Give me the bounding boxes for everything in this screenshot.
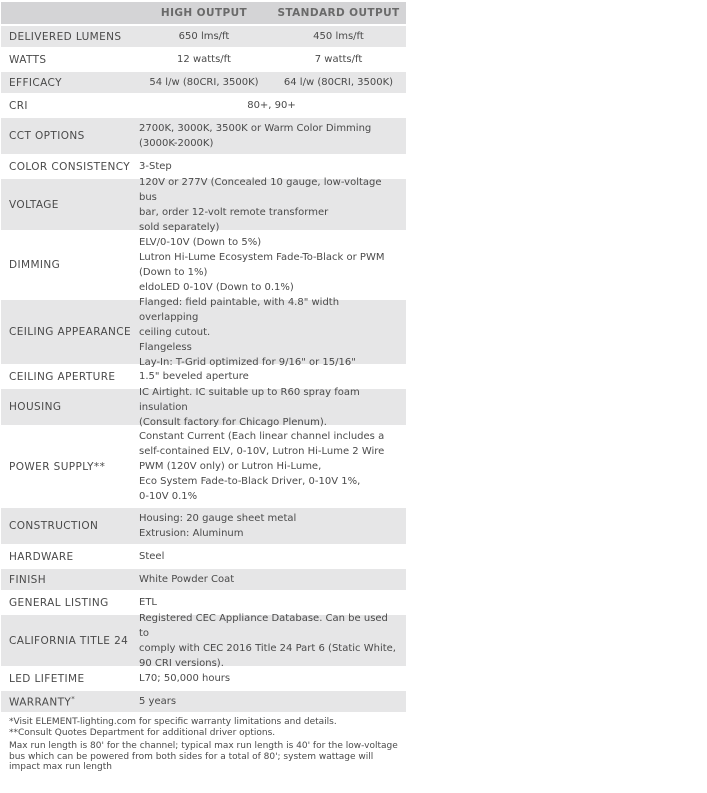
high-output-value: 12 watts/ft xyxy=(177,54,231,65)
standard-output-value: 64 l/w (80CRI, 3500K) xyxy=(283,77,394,88)
row-label: DIMMING xyxy=(9,259,61,271)
row-label: HOUSING xyxy=(9,401,62,413)
row-value: L70; 50,000 hours xyxy=(139,673,231,684)
row-cri xyxy=(1,93,406,116)
row-ceiling-appearance xyxy=(1,296,406,368)
row-construction xyxy=(1,506,406,544)
row-value: Flanged: field paintable, with 4.8" width overlapping ceiling cutout. Flangeless Lay-In: T-Grid optimized for 9/16" or 15/16" xyxy=(139,296,356,368)
row-finish xyxy=(1,567,406,590)
row-power-supply xyxy=(1,425,406,506)
row-label: POWER SUPPLY** xyxy=(9,460,106,473)
row-housing xyxy=(1,386,406,428)
row-label: CONSTRUCTION xyxy=(9,520,99,532)
row-warranty xyxy=(1,689,406,712)
row-value: Constant Current (Each linear channel includes a self-contained ELV, 0-10V, Lutron Hi-Lume 2 Wire PWM (120V only) or Lutron Hi-Lume, Eco System Fade-to-Black Driver, 0-10V 1%, 0-10V 0.1% xyxy=(139,431,385,502)
row-label: COLOR CONSISTENCY xyxy=(9,160,131,173)
header-standard-output: STANDARD OUTPUT xyxy=(277,7,400,19)
row-watts xyxy=(1,47,406,70)
row-hardware xyxy=(1,544,406,567)
row-value: 120V or 277V (Concealed 10 gauge, low-voltage bus bar, order 12-volt remote transformer sold separately) xyxy=(139,176,382,233)
row-value: Steel xyxy=(139,551,165,562)
row-label: VOLTAGE xyxy=(9,198,59,211)
row-cct-options xyxy=(1,116,406,154)
standard-output-value: 7 watts/ft xyxy=(314,54,363,65)
footnote-run-length: Max run length is 80' for the channel; typical max run length is 40' for the low-voltage bus which can be powered from both sides for a total of 80'; system wattage will impact max run length xyxy=(9,741,398,772)
high-output-value: 54 l/w (80CRI, 3500K) xyxy=(149,77,259,88)
row-value: IC Airtight. IC suitable up to R60 spray foam insulation (Consult factory for Chicago Plenum). xyxy=(139,386,360,428)
row-delivered-lumens xyxy=(1,24,406,47)
row-label: FINISH xyxy=(9,573,47,586)
row-label: HARDWARE xyxy=(9,550,74,563)
warranty-footnote-mark: * xyxy=(71,694,76,703)
row-label: CCT OPTIONS xyxy=(9,130,85,142)
row-label: DELIVERED LUMENS xyxy=(9,30,122,43)
row-label xyxy=(1,695,137,709)
row-value: White Powder Coat xyxy=(139,574,235,585)
spec-table xyxy=(1,2,406,712)
footnote-driver: **Consult Quotes Department for additional driver options. xyxy=(9,727,276,738)
row-value: Registered CEC Appliance Database. Can be used to comply with CEC 2016 Title 24 Part 6 (Static White, 90 CRI versions). xyxy=(139,612,396,669)
row-label: CEILING APPEARANCE xyxy=(9,326,132,338)
row-value: 1.5" beveled aperture xyxy=(139,371,249,382)
row-label: GENERAL LISTING xyxy=(9,596,109,609)
footnotes xyxy=(9,717,401,773)
row-value: 5 years xyxy=(139,696,177,707)
row-label: CRI xyxy=(9,99,28,112)
row-value: Housing: 20 gauge sheet metal Extrusion: Aluminum xyxy=(139,513,297,539)
row-label: LED LIFETIME xyxy=(9,672,85,685)
row-california-title-24 xyxy=(1,612,406,669)
warranty-label-text: WARRANTY xyxy=(9,696,72,709)
row-value: ELV/0-10V (Down to 5%) Lutron Hi-Lume Ecosystem Fade-To-Black or PWM (Down to 1%) eldoLED 0-10V (Down to 0.1%) xyxy=(139,237,385,293)
row-label: CALIFORNIA TITLE 24 xyxy=(9,634,129,647)
row-efficacy xyxy=(1,70,406,93)
high-output-value: 650 lms/ft xyxy=(178,31,230,42)
row-value: 3-Step xyxy=(139,161,172,172)
row-label: WATTS xyxy=(9,53,47,66)
row-label: EFFICACY xyxy=(9,76,62,89)
header-high-output: HIGH OUTPUT xyxy=(160,7,248,19)
row-dimming xyxy=(1,230,406,298)
row-value: 80+, 90+ xyxy=(247,100,296,111)
row-value: 2700K, 3000K, 3500K or Warm Color Dimming (3000K-2000K) xyxy=(139,123,372,149)
row-value: ETL xyxy=(139,597,157,608)
table-header xyxy=(1,2,406,24)
row-voltage xyxy=(1,176,406,233)
standard-output-value: 450 lms/ft xyxy=(313,31,364,42)
row-label: CEILING APERTURE xyxy=(9,370,116,383)
footnote-warranty: *Visit ELEMENT-lighting.com for specific warranty limitations and details. xyxy=(9,717,337,727)
